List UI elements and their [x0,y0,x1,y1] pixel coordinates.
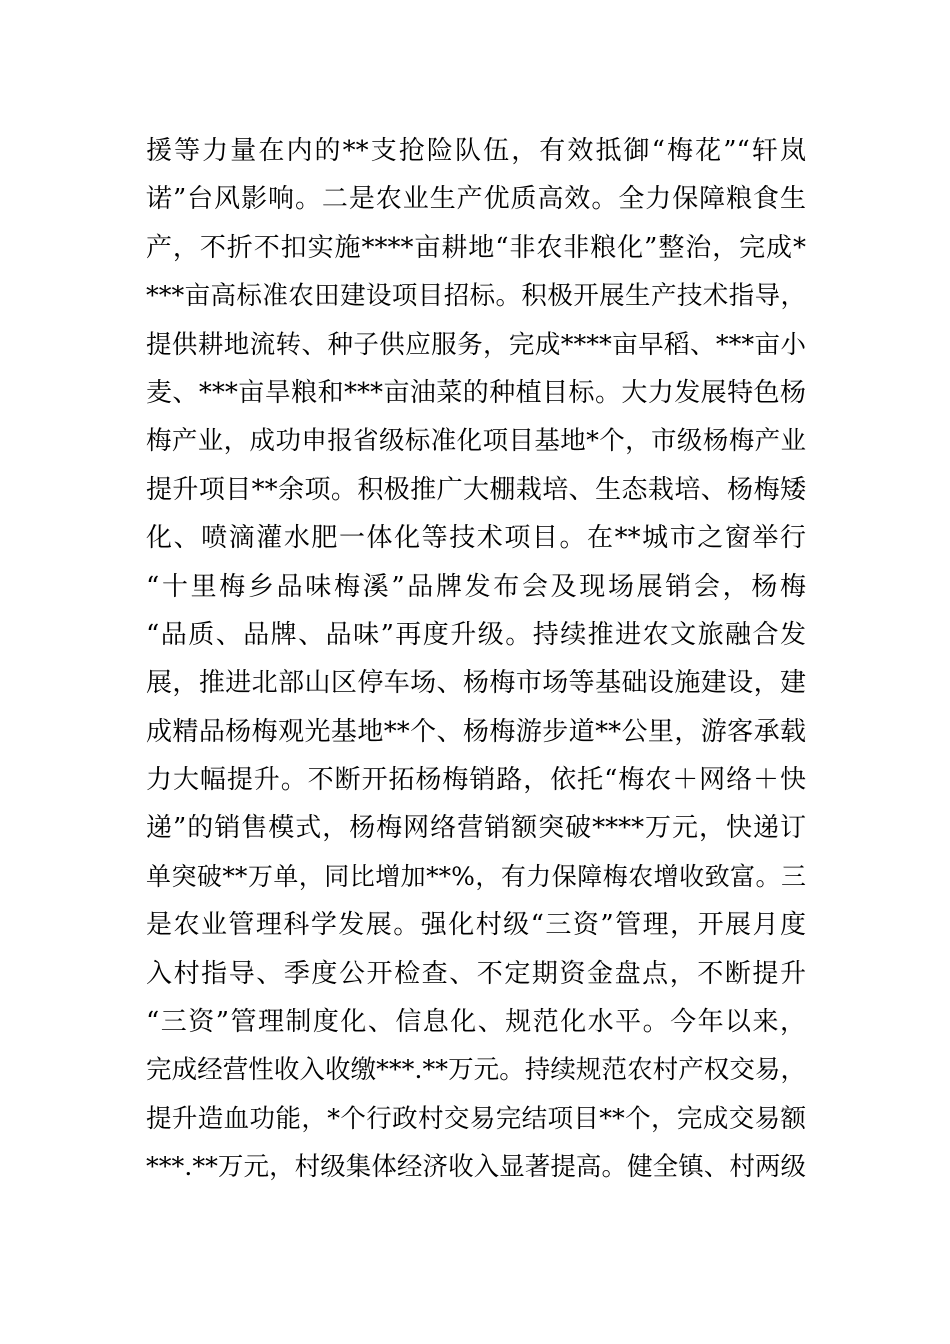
body-paragraph [146,127,806,1192]
text-line: 提供耕地流转、种子供应服务，完成****亩早稻、***亩小 [146,329,806,360]
text-line: 提升项目**余项。积极推广大棚栽培、生态栽培、杨梅矮 [146,474,806,505]
text-line: “十里梅乡品味梅溪”品牌发布会及现场展销会，杨梅 [146,571,806,602]
text-line: 递”的销售模式，杨梅网络营销额突破****万元，快递订 [146,813,806,844]
text-line: 麦、***亩旱粮和***亩油菜的种植目标。大力发展特色杨 [146,377,806,408]
text-line: 入村指导、季度公开检查、不定期资金盘点，不断提升 [146,958,806,989]
text-line: 单突破**万单，同比增加**%，有力保障梅农增收致富。三 [146,861,806,891]
text-line: ***亩高标准农田建设项目招标。积极开展生产技术指导， [146,281,806,312]
text-line: 成精品杨梅观光基地**个、杨梅游步道**公里，游客承载 [146,716,806,747]
text-line: 诺”台风影响。二是农业生产优质高效。全力保障粮食生 [146,184,806,215]
text-line: 梅产业，成功申报省级标准化项目基地*个，市级杨梅产业 [146,426,806,457]
text-line: 力大幅提升。不断开拓杨梅销路，依托“梅农＋网络＋快 [146,765,806,796]
text-line: 完成经营性收入收缴***.**万元。持续规范农村产权交易， [146,1055,806,1086]
text-line: 援等力量在内的**支抢险队伍，有效抵御“梅花”“轩岚 [146,136,806,166]
text-line: 展，推进北部山区停车场、杨梅市场等基础设施建设，建 [146,668,806,699]
text-line: 产，不折不扣实施****亩耕地“非农非粮化”整治，完成* [146,232,806,263]
text-line: 是农业管理科学发展。强化村级“三资”管理，开展月度 [146,910,806,941]
text-line: ***.**万元，村级集体经济收入显著提高。健全镇、村两级 [146,1152,806,1183]
text-line: 提升造血功能，*个行政村交易完结项目**个，完成交易额 [146,1103,806,1134]
text-line: “三资”管理制度化、信息化、规范化水平。今年以来， [146,1007,806,1038]
text-line: 化、喷滴灌水肥一体化等技术项目。在**城市之窗举行 [146,523,806,554]
text-line: “品质、品牌、品味”再度升级。持续推进农文旅融合发 [146,619,806,650]
